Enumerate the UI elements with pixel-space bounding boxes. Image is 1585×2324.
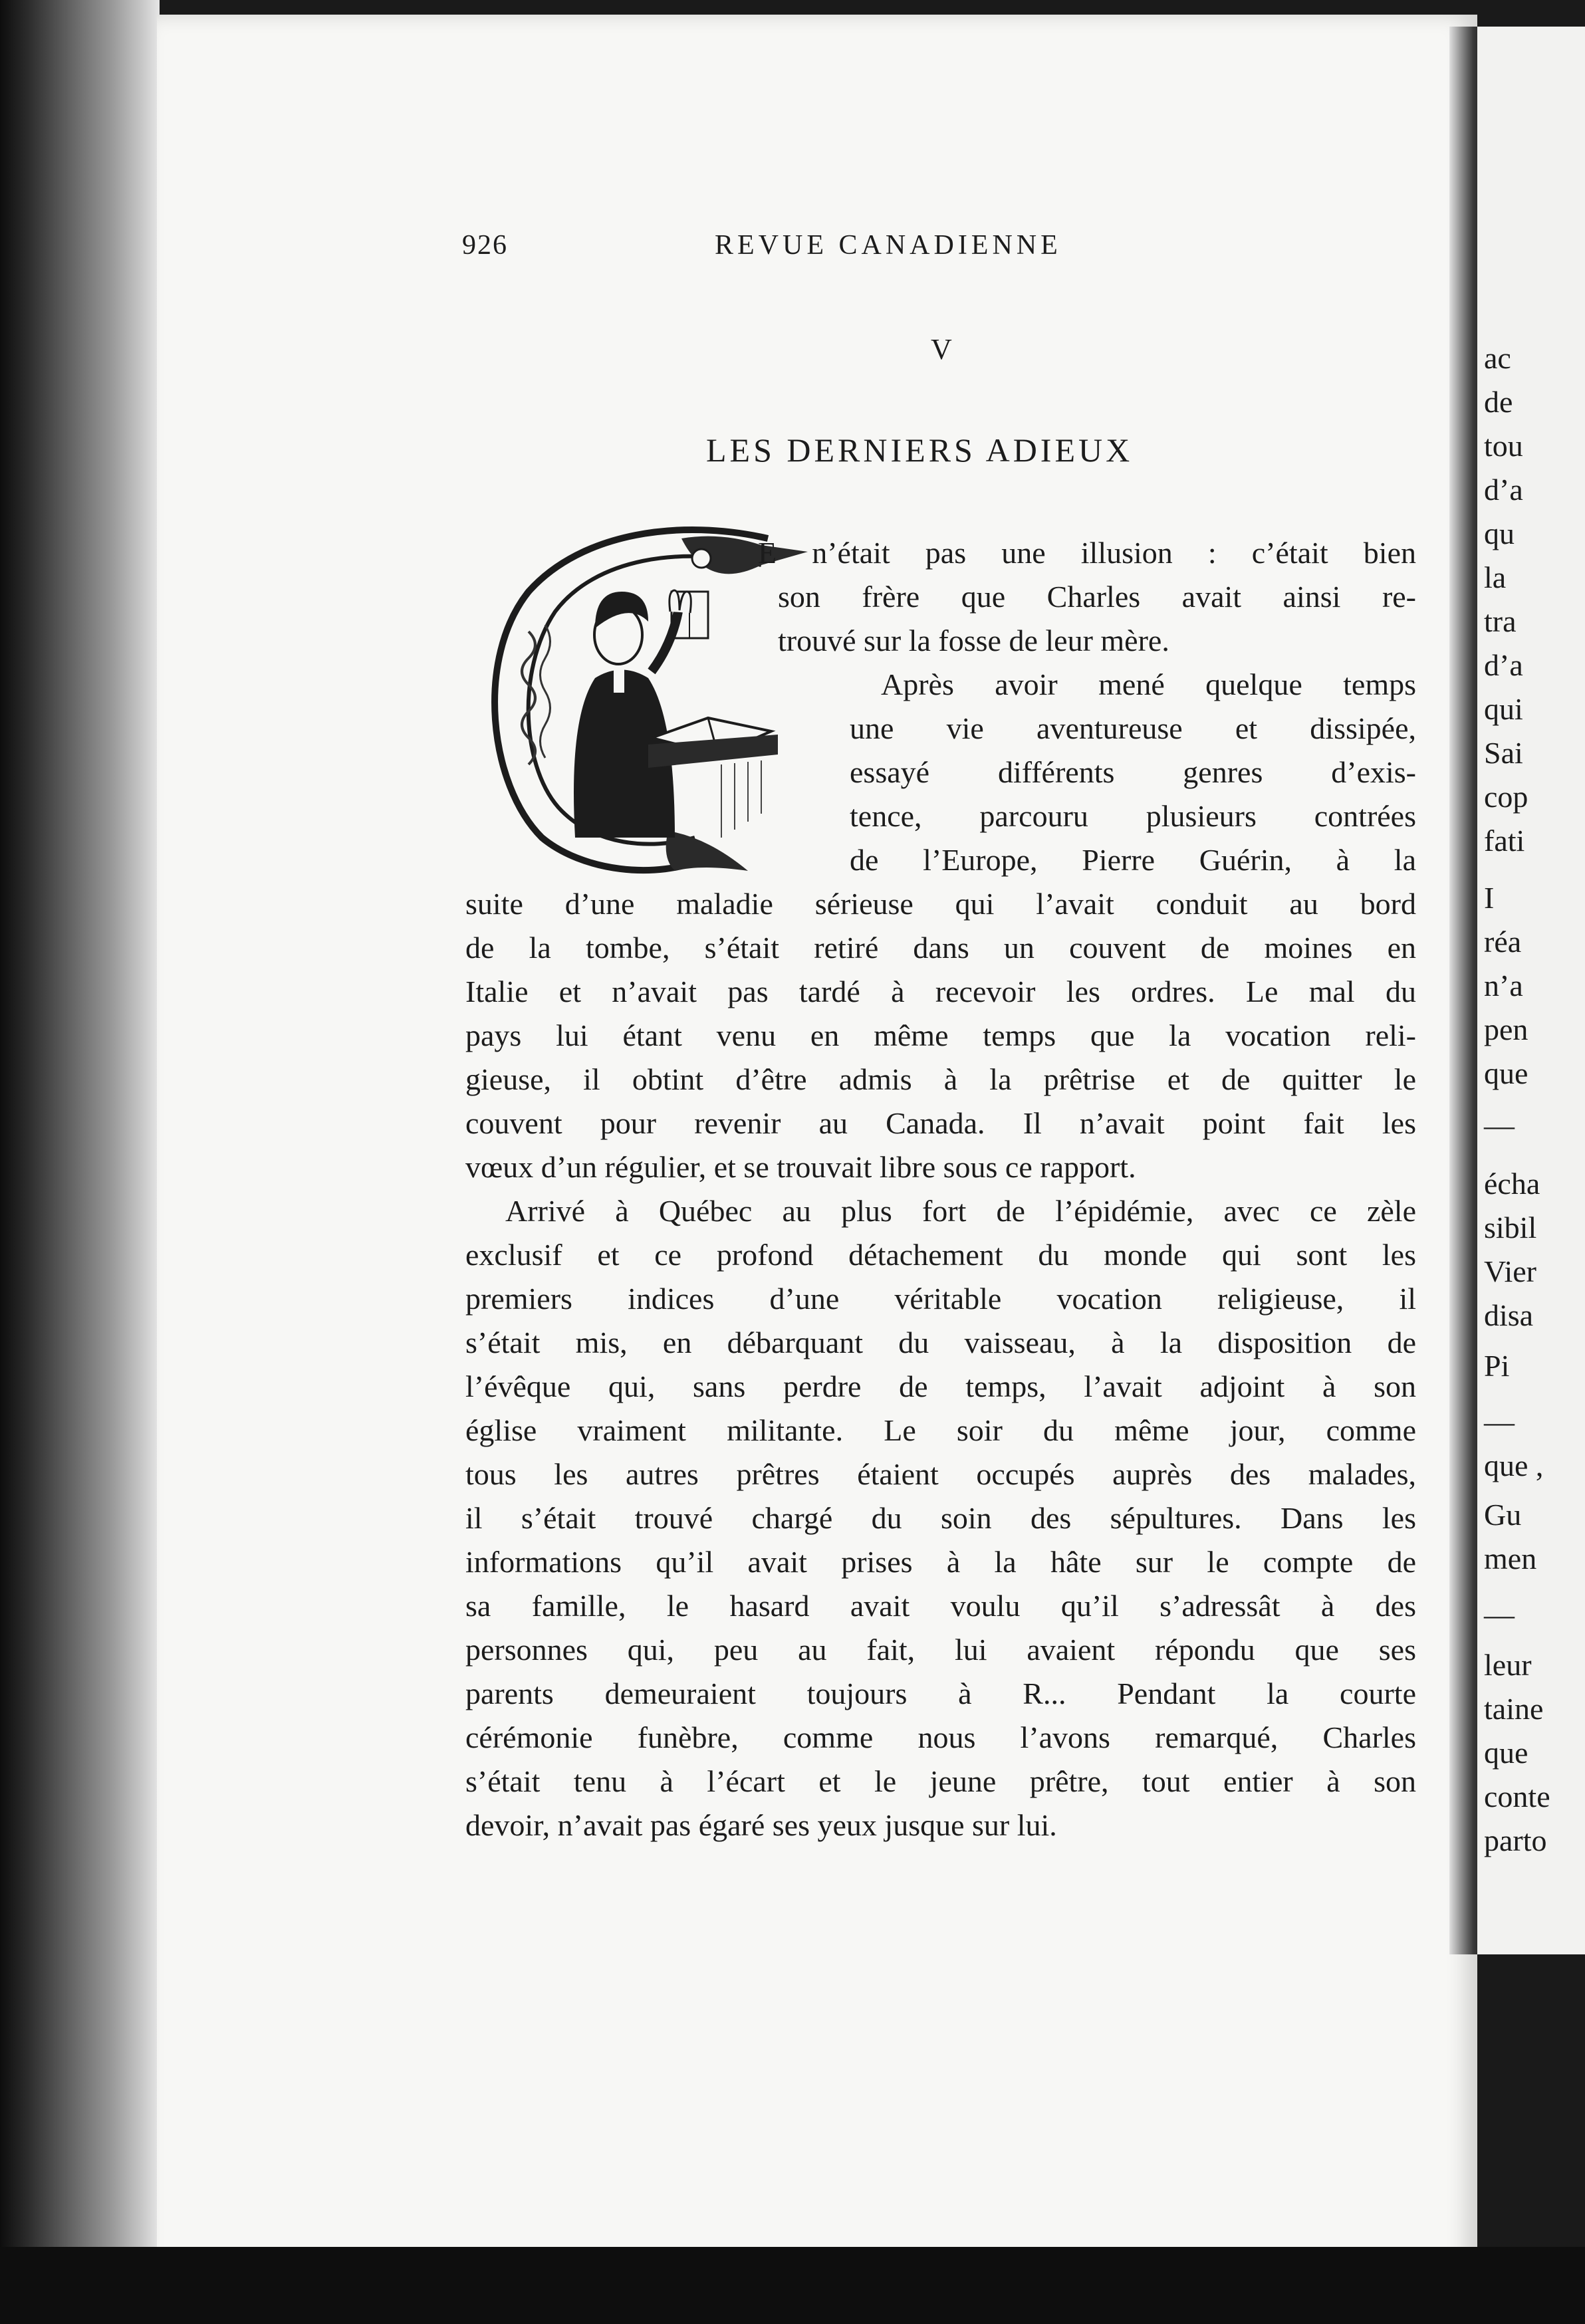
- facing-page-line: de: [1484, 385, 1513, 419]
- facing-page-line: parto: [1484, 1823, 1547, 1857]
- facing-page-line: ac: [1484, 341, 1511, 375]
- text-line: sa famille, le hasard avait voulu qu’il s’adressât à des: [465, 1589, 1416, 1623]
- facing-page-line: I: [1484, 881, 1495, 915]
- text-line: tence, parcouru plusieurs contrées: [850, 799, 1416, 833]
- chapter-number: V: [931, 333, 952, 366]
- facing-page-line: n’a: [1484, 969, 1523, 1002]
- text-line: trouvé sur la fosse de leur mère.: [778, 624, 1169, 657]
- text-line: Après avoir mené quelque temps: [881, 667, 1416, 701]
- text-line: de l’Europe, Pierre Guérin, à la: [850, 843, 1416, 877]
- text-line: s’était mis, en débarquant du vaisseau, à la disposition de: [465, 1326, 1416, 1359]
- text-line: une vie aventureuse et dissipée,: [850, 711, 1416, 745]
- text-line: l’évêque qui, sans perdre de temps, l’avait adjoint à son: [465, 1369, 1416, 1403]
- facing-page-line: que: [1484, 1736, 1528, 1770]
- facing-page-line: tou: [1484, 429, 1523, 463]
- facing-page-line: qu: [1484, 517, 1515, 550]
- text-line: gieuse, il obtint d’être admis à la prêtrise et de quitter le: [465, 1062, 1416, 1096]
- facing-page-line: d’a: [1484, 473, 1523, 507]
- text-line: son frère que Charles avait ainsi re-: [778, 580, 1416, 614]
- facing-page-line: leur: [1484, 1648, 1532, 1682]
- text-line: église vraiment militante. Le soir du même jour, comme: [465, 1413, 1416, 1447]
- facing-page-line: pen: [1484, 1012, 1528, 1046]
- page-number: 926: [462, 230, 508, 261]
- facing-page-line: sibil: [1484, 1211, 1537, 1244]
- book-binding-edge: [0, 0, 160, 2324]
- journal-title: REVUE CANADIENNE: [715, 230, 1062, 261]
- text-line: de la tombe, s’était retiré dans un couvent de moines en: [465, 931, 1416, 965]
- facing-page-line: réa: [1484, 925, 1522, 959]
- text-line: E n’était pas une illusion : c’était bien: [758, 536, 1416, 570]
- text-line: parents demeuraient toujours à R... Pendant la courte: [465, 1677, 1416, 1710]
- facing-page-line: qui: [1484, 692, 1523, 726]
- text-line: tous les autres prêtres étaient occupés auprès des malades,: [465, 1457, 1416, 1491]
- facing-page-line: Gu: [1484, 1498, 1522, 1532]
- facing-page-line: que: [1484, 1056, 1528, 1090]
- facing-page-line: —: [1484, 1108, 1515, 1142]
- text-line: s’était tenu à l’écart et le jeune prêtre, tout entier à son: [465, 1764, 1416, 1798]
- facing-page-line: Pi: [1484, 1349, 1510, 1383]
- text-line: cérémonie funèbre, comme nous l’avons remarqué, Charles: [465, 1720, 1416, 1754]
- facing-page-line: —: [1484, 1405, 1515, 1439]
- text-line: couvent pour revenir au Canada. Il n’avait point fait les: [465, 1106, 1416, 1140]
- facing-page-line: conte: [1484, 1780, 1550, 1813]
- facing-page-line: tra: [1484, 604, 1517, 638]
- facing-page-line: Vier: [1484, 1254, 1536, 1288]
- facing-page: [1477, 27, 1585, 1954]
- text-line: Italie et n’avait pas tardé à recevoir les ordres. Le mal du: [465, 975, 1416, 1008]
- text-line: premiers indices d’une véritable vocation religieuse, il: [465, 1282, 1416, 1316]
- facing-page-line: d’a: [1484, 648, 1523, 682]
- text-line: vœux d’un régulier, et se trouvait libre sous ce rapport.: [465, 1150, 1136, 1184]
- running-header: [462, 229, 1127, 276]
- chapter-title: LES DERNIERS ADIEUX: [706, 431, 1134, 469]
- facing-page-line: —: [1484, 1597, 1515, 1631]
- facing-page-line: Sai: [1484, 736, 1523, 770]
- facing-page-line: men: [1484, 1542, 1537, 1575]
- facing-page-line: fati: [1484, 824, 1525, 858]
- text-line: informations qu’il avait prises à la hâte sur le compte de: [465, 1545, 1416, 1579]
- facing-page-line: disa: [1484, 1298, 1534, 1332]
- facing-page-line: la: [1484, 560, 1507, 594]
- facing-page-line: écha: [1484, 1167, 1540, 1201]
- scan-bottom-edge: [0, 2247, 1585, 2324]
- text-line: exclusif et ce profond détachement du monde qui sont les: [465, 1238, 1416, 1272]
- text-line: suite d’une maladie sérieuse qui l’avait conduit au bord: [465, 887, 1416, 921]
- text-line: personnes qui, peu au fait, lui avaient répondu que ses: [465, 1633, 1416, 1667]
- text-line: Arrivé à Québec au plus fort de l’épidémie, avec ce zèle: [505, 1194, 1416, 1228]
- facing-page-line: que ,: [1484, 1449, 1544, 1482]
- text-line: pays lui étant venu en même temps que la vocation reli-: [465, 1018, 1416, 1052]
- facing-page-line: cop: [1484, 780, 1528, 814]
- text-line: essayé différents genres d’exis-: [850, 755, 1416, 789]
- text-line: il s’était trouvé chargé du soin des sépultures. Dans les: [465, 1501, 1416, 1535]
- facing-page-line: taine: [1484, 1692, 1544, 1726]
- text-line: devoir, n’avait pas égaré ses yeux jusque sur lui.: [465, 1808, 1057, 1842]
